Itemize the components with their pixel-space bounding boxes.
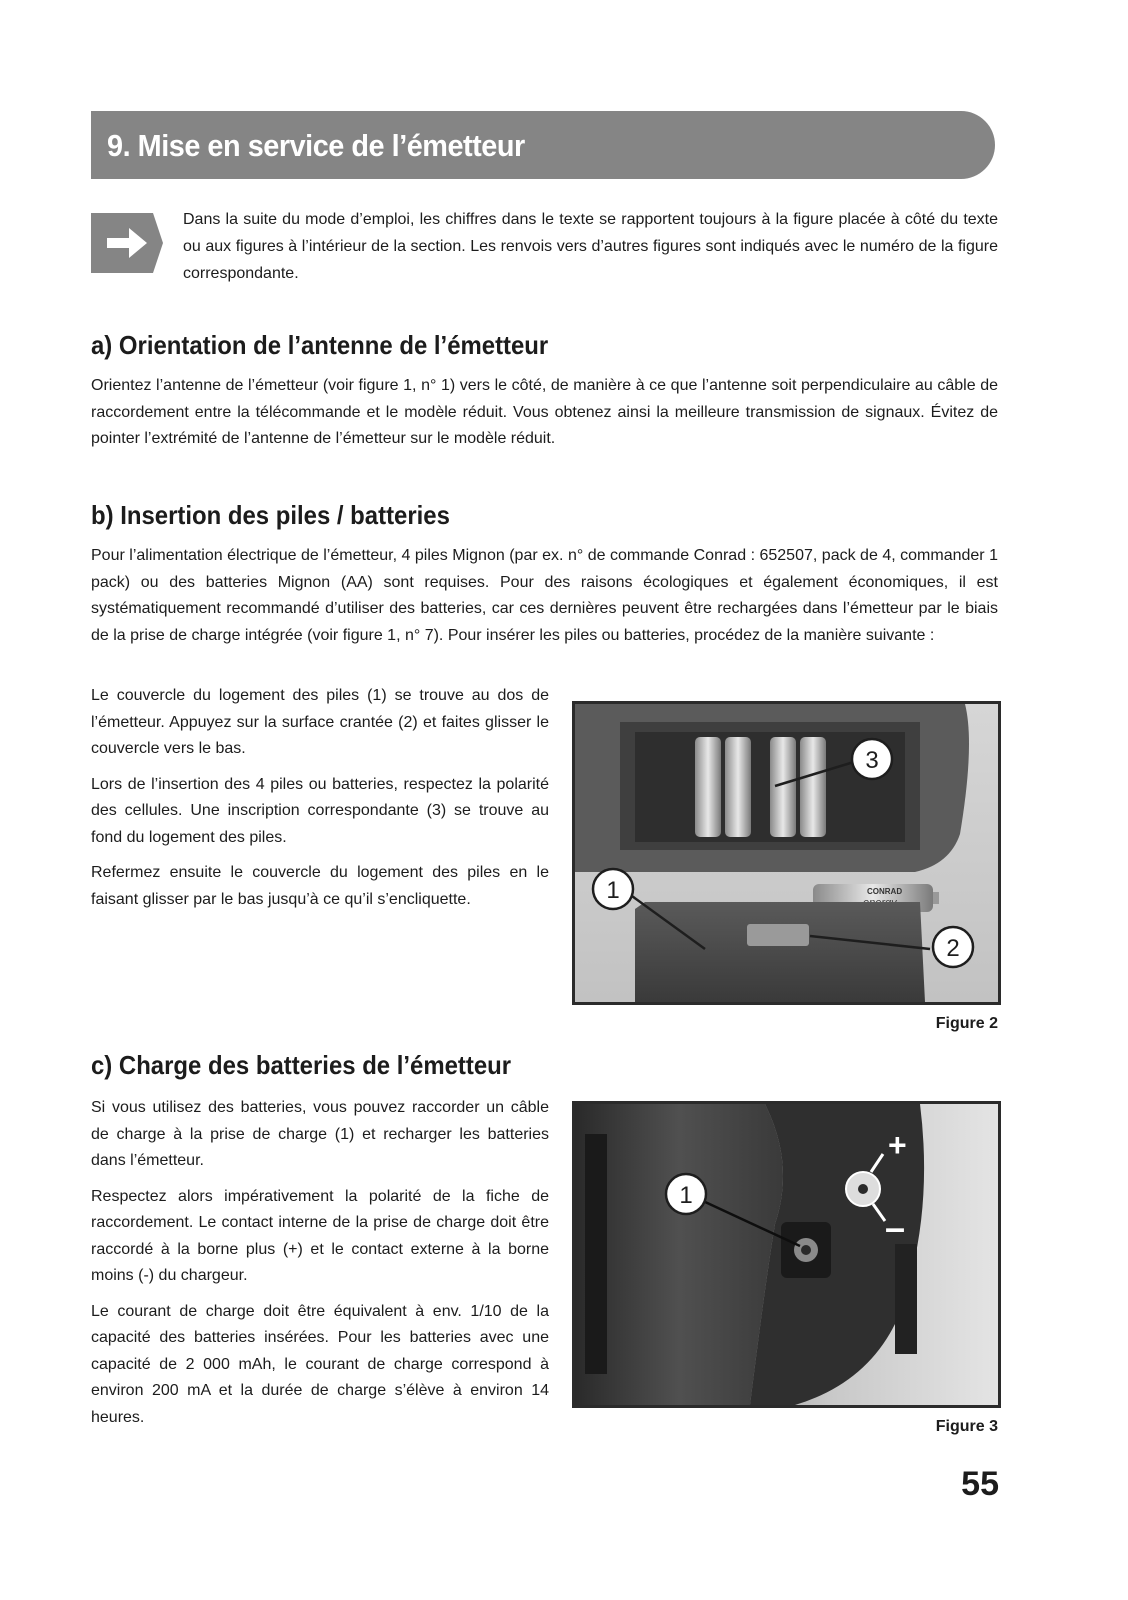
callout-3 bbox=[852, 739, 892, 779]
battery bbox=[800, 737, 826, 837]
page-number: 55 bbox=[961, 1465, 999, 1503]
section-b-intro: Pour l’alimentation électrique de l’émetteur, 4 piles Mignon (par ex. n° de commande Conrad : 652507, pack de 4, commander 1 pack) ou des batteries Mignon (AA) sont requises. Pour des raisons écologiques et également économiques, il est systématiquement recommandé d’utiliser des batteries, car ces dernières peuvent être rechargées dans l’émetteur par le biais de la prise de charge intégrée (voir figure 1, n° 7). Pour insérer les piles ou batteries, procédez de la manière suivante : bbox=[91, 547, 998, 644]
battery-cover bbox=[635, 902, 925, 1002]
section-c-paragraph-1: Si vous utilisez des batteries, vous pouvez raccorder un câble de charge à la prise de charge (1) et recharger les batteries dans l’émetteur. bbox=[91, 1099, 549, 1169]
section-b-paragraph-3: Refermez ensuite le couvercle du logement des piles en le faisant glisser par le bas jusqu’à ce qu’il s’encliquette. bbox=[91, 864, 549, 908]
svg-text:3: 3 bbox=[865, 747, 879, 774]
callout-1 bbox=[666, 1174, 706, 1214]
section-b-heading: b) Insertion des piles / batteries bbox=[91, 500, 450, 530]
battery bbox=[725, 737, 751, 837]
section-title-banner bbox=[91, 111, 995, 179]
figure-2-caption: Figure 2 bbox=[935, 1015, 998, 1032]
callout-2 bbox=[933, 927, 973, 967]
svg-text:CONRAD: CONRAD bbox=[867, 887, 903, 896]
grip-surface bbox=[747, 924, 809, 946]
svg-text:2: 2 bbox=[946, 935, 960, 962]
page-title: 9. Mise en service de l’émetteur bbox=[107, 128, 525, 163]
svg-text:1: 1 bbox=[606, 877, 620, 904]
arrow-right-icon bbox=[91, 213, 163, 273]
section-c-paragraph-3: Le courant de charge doit être équivalent à env. 1/10 de la capacité des batteries insérées. Pour les batteries avec une capacité de 2 000 mAh, le courant de charge correspond à environ 200 mA et la durée de charge s’élève à environ 14 heures. bbox=[91, 1302, 549, 1426]
section-b-paragraph-1: Le couvercle du logement des piles (1) se trouve au dos de l’émetteur. Appuyez sur la surface crantée (2) et faites glisser le couvercle vers le bas. bbox=[91, 687, 549, 757]
svg-text:–: – bbox=[885, 1207, 906, 1248]
figure-3-caption: Figure 3 bbox=[935, 1418, 998, 1435]
section-a-heading: a) Orientation de l’antenne de l’émetteur bbox=[91, 330, 549, 360]
figure-3-image bbox=[572, 1101, 1001, 1408]
section-c-heading: c) Charge des batteries de l’émetteur bbox=[91, 1050, 512, 1080]
battery bbox=[695, 737, 721, 837]
svg-text:1: 1 bbox=[679, 1182, 693, 1209]
battery bbox=[770, 737, 796, 837]
section-a-paragraph: Orientez l’antenne de l’émetteur (voir figure 1, n° 1) vers le côté, de manière à ce que l’antenne soit perpendiculaire au câble de raccordement entre la télécommande et le modèle réduit. Vous obtenez ainsi la meilleure transmission de signaux. Évitez de pointer l’extrémité de l’antenne de l’émetteur sur le modèle réduit. bbox=[91, 377, 998, 447]
svg-text:+: + bbox=[888, 1127, 907, 1163]
section-c-paragraph-2: Respectez alors impérativement la polarité de la fiche de raccordement. Le contact interne de la prise de charge doit être raccordé à la borne plus (+) et le contact externe à la borne moins (-) du chargeur. bbox=[91, 1187, 549, 1284]
charge-socket bbox=[781, 1222, 831, 1278]
section-b-paragraph-2: Lors de l’insertion des 4 piles ou batteries, respectez la polarité des cellules. Une inscription correspondante (3) se trouve au fond du logement des piles. bbox=[91, 775, 549, 846]
figure-2-image bbox=[572, 701, 1001, 1005]
callout-1 bbox=[593, 869, 633, 909]
note-text: Dans la suite du mode d’emploi, les chiffres dans le texte se rapportent toujours à la figure placée à côté du texte ou aux figures à l’intérieur de la section. Les renvois vers d’autres figures sont indiqués avec le numéro de la figure correspondante. bbox=[183, 211, 998, 282]
